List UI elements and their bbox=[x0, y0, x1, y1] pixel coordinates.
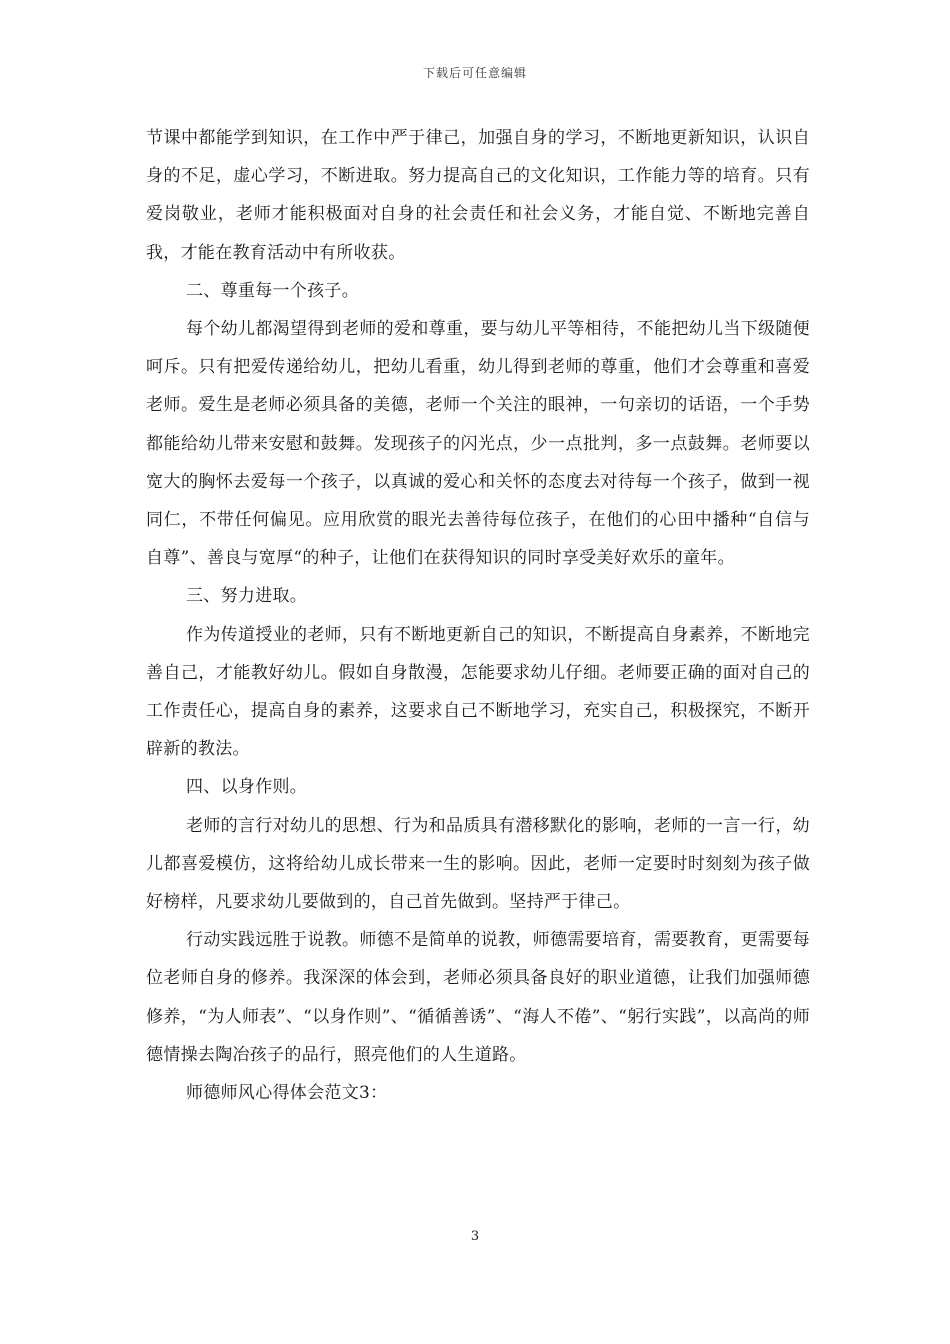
paragraph-lead-by-example: 老师的言行对幼儿的思想、行为和品质具有潜移默化的影响，老师的一言一行，幼儿都喜爱模仿，这将给幼儿成长带来一生的影响。因此，老师一定要时时刻刻为孩子做好榜样，凡要求幼儿要做到的，自己首先做到。坚持严于律己。 bbox=[146, 815, 810, 913]
paragraph-respect-each-child: 每个幼儿都渴望得到老师的爱和尊重，要与幼儿平等相待，不能把幼儿当下级随便呵斥。只有把爱传递给幼儿，把幼儿看重，幼儿得到老师的尊重，他们才会尊重和喜爱老师。爱生是老师必须具备的美德，老师一个关注的眼神，一句亲切的话语，一个手势都能给幼儿带来安慰和鼓舞。发现孩子的闪光点，少一点批判，多一点鼓舞。老师要以宽大的胸怀去爱每一个孩子，以真诚的爱心和关怀的态度去对待每一个孩子，做到一视同仁，不带任何偏见。应用欣赏的眼光去善待每位孩子，在他们的心田中播种“自信与自尊”、善良与宽厚“的种子，让他们在获得知识的同时享受美好欢乐的童年。 bbox=[146, 319, 810, 569]
page-number: 3 bbox=[470, 1229, 480, 1244]
paragraph-continuation: 节课中都能学到知识，在工作中严于律己，加强自身的学习，不断地更新知识，认识自身的不足，虚心学习，不断进取。努力提高自己的文化知识，工作能力等的培育。只有爱岗敬业，老师才能积极面对自身的社会责任和社会义务，才能自觉、不断地完善自我，才能在教育活动中有所收获。 bbox=[146, 128, 810, 263]
section-heading-strive-forward: 三、努力进取。 bbox=[186, 586, 308, 607]
page-header: 下载后可任意编辑 bbox=[422, 66, 527, 80]
next-sample-heading: 师德师风心得体会范文3： bbox=[186, 1083, 388, 1104]
section-heading-respect-each-child: 二、尊重每一个孩子。 bbox=[186, 280, 359, 301]
paragraph-practice-over-preaching: 行动实践远胜于说教。师德不是简单的说教，师德需要培育，需要教育，更需要每位老师自身的修养。我深深的体会到，老师必须具备良好的职业道德，让我们加强师德修养，“为人师表”、“以身作则”、“循循善诱”、“海人不倦”、“躬行实践”，以高尚的师德情操去陶冶孩子的品行，照亮他们的人生道路。 bbox=[146, 930, 810, 1065]
document-body bbox=[146, 119, 810, 1112]
section-heading-lead-by-example: 四、以身作则。 bbox=[186, 777, 308, 798]
paragraph-strive-forward: 作为传道授业的老师，只有不断地更新自己的知识，不断提高自身素养，不断地完善自己，才能教好幼儿。假如自身散漫，怎能要求幼儿仔细。老师要正确的面对自己的工作责任心，提高自身的素养，这要求自己不断地学习，充实自己，积极探究，不断开辟新的教法。 bbox=[146, 624, 810, 760]
